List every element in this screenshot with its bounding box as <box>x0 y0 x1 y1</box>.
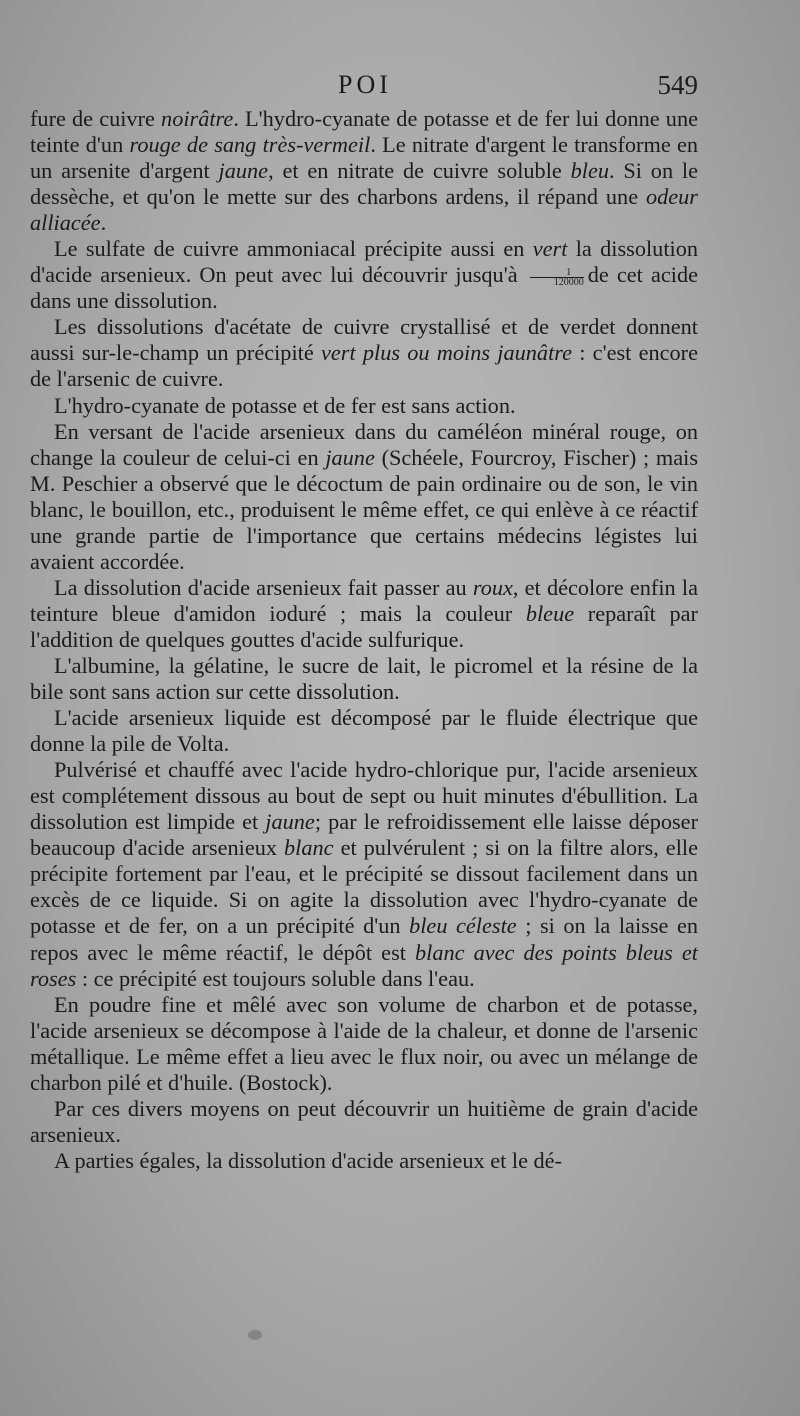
text-run: Par ces divers moyens on peut découvrir un huitième de grain d'acide arsenieux. <box>30 1095 698 1147</box>
text-run: Pulvérisé et chauffé avec l'acide hydro-chlorique pur, l'acide arsenieux est complétement dissous au bout de sept ou huit minutes d'ébullition. La dissolution est limpide et <box>30 757 698 835</box>
text-run: : ce précipité est toujours soluble dans l'eau. <box>76 965 475 991</box>
italic-run: blanc avec des points bleus et roses <box>30 939 699 991</box>
text-run: ; si on la laisse en repos avec le même réactif, le dépôt est <box>30 913 698 965</box>
italic-run: vert plus ou moins jaunâtre <box>320 340 573 366</box>
paragraph <box>30 236 698 314</box>
text-run: et pulvérulent ; si on la filtre alors, elle précipite fortement par l'eau, et le précipité se dissout facilement dans un excès de ce liquide. Si on agite la dissolution avec l'hydro-cyanate de potasse et de fer, on a un précipité d'un <box>30 835 698 939</box>
italic-run: jaune <box>265 809 315 835</box>
paragraph <box>30 992 698 1096</box>
paragraph <box>30 1148 698 1174</box>
page-number: 549 <box>657 70 698 100</box>
paragraph <box>30 393 698 419</box>
text-run: , et en nitrate de cuivre soluble <box>268 158 571 184</box>
text-run: Le sulfate de cuivre ammoniacal précipite aussi en <box>54 236 533 262</box>
text-run: reparaît par l'addition de quelques gouttes d'acide sulfurique. <box>30 600 698 652</box>
italic-run: odeur alliacée <box>30 184 698 236</box>
italic-run: blanc <box>284 835 334 861</box>
paragraph <box>30 653 698 705</box>
text-run: de cet acide dans une dissolution. <box>30 262 698 314</box>
body-text <box>30 106 698 1174</box>
paragraph <box>30 419 698 575</box>
italic-run: bleu céleste <box>409 913 517 939</box>
paragraph <box>30 757 698 991</box>
text-run: A parties égales, la dissolution d'acide arsenieux et le dé- <box>54 1147 563 1173</box>
running-title: POI <box>338 70 392 99</box>
fraction <box>530 268 584 287</box>
text-run: En versant de l'acide arsenieux dans du caméléon minéral rouge, on change la couleur de celui-ci en <box>30 418 698 470</box>
paragraph <box>30 705 698 757</box>
italic-run: jaune <box>325 444 375 470</box>
text-run: la dissolution d'acide arsenieux. On peut avec lui découvrir jusqu'à <box>30 236 698 288</box>
paragraph <box>30 106 698 236</box>
italic-run: roux <box>472 574 513 600</box>
italic-run: noirâtre <box>161 106 234 131</box>
text-run: , et décolore enfin la teinture bleue d'amidon ioduré ; mais la couleur <box>30 574 698 626</box>
paragraph <box>30 575 698 653</box>
text-run: ; par le refroidissement elle laisse déposer beaucoup d'acide arsenieux <box>30 809 699 861</box>
text-run: : c'est encore de l'arsenic de cuivre. <box>30 340 698 392</box>
text-run: . L'hydro-cyanate de potasse et de fer lui donne une teinte d'un <box>30 106 698 158</box>
paragraph <box>30 1096 698 1148</box>
text-run: L'acide arsenieux liquide est décomposé par le fluide électrique que donne la pile de Volta. <box>30 705 698 757</box>
text-run: (Schéele, Fourcroy, Fischer) ; mais M. Peschier a observé que le décoctum de pain ordinaire ou de son, le vin blanc, le bouillon, etc., produisent le même effet, ce qui enlève à ce réactif une grande partie de l'importance que certains médecins légistes lui avaient accordée. <box>30 444 698 574</box>
ink-smudge <box>248 1330 262 1340</box>
text-run: Les dissolutions d'acétate de cuivre crystallisé et de verdet donnent aussi sur-le-champ un précipité <box>30 314 698 366</box>
text-run: L'hydro-cyanate de potasse et de fer est sans action. <box>54 392 516 418</box>
italic-run: vert <box>532 236 568 262</box>
text-run: fure de cuivre <box>30 106 162 131</box>
italic-run: bleu <box>570 158 610 184</box>
text-run: . <box>100 210 107 236</box>
running-head <box>30 70 700 106</box>
italic-run: jaune <box>218 158 269 184</box>
fraction-denominator: 120000 <box>553 276 584 288</box>
text-run: La dissolution d'acide arsenieux fait passer au <box>54 574 473 600</box>
paragraph <box>30 314 698 392</box>
fraction-numerator: 1 <box>530 268 584 278</box>
text-run: L'albumine, la gélatine, le sucre de lait, le picromel et la résine de la bile sont sans action sur cette dissolution. <box>30 652 698 705</box>
text-run: . Si on le dessèche, et qu'on le mette sur des charbons ardens, il répand une <box>30 158 699 210</box>
text-run: . Le nitrate d'argent le transforme en un arsenite d'argent <box>30 132 699 184</box>
italic-run: rouge de sang très-vermeil <box>129 132 371 158</box>
text-run: En poudre fine et mêlé avec son volume de charbon et de potasse, l'acide arsenieux se décompose à l'aide de la chaleur, et donne de l'arsenic métallique. Le même effet a lieu avec le flux noir, ou avec un mélange de charbon pilé et d'huile. (Bostock). <box>30 991 698 1095</box>
italic-run: bleue <box>525 600 575 626</box>
